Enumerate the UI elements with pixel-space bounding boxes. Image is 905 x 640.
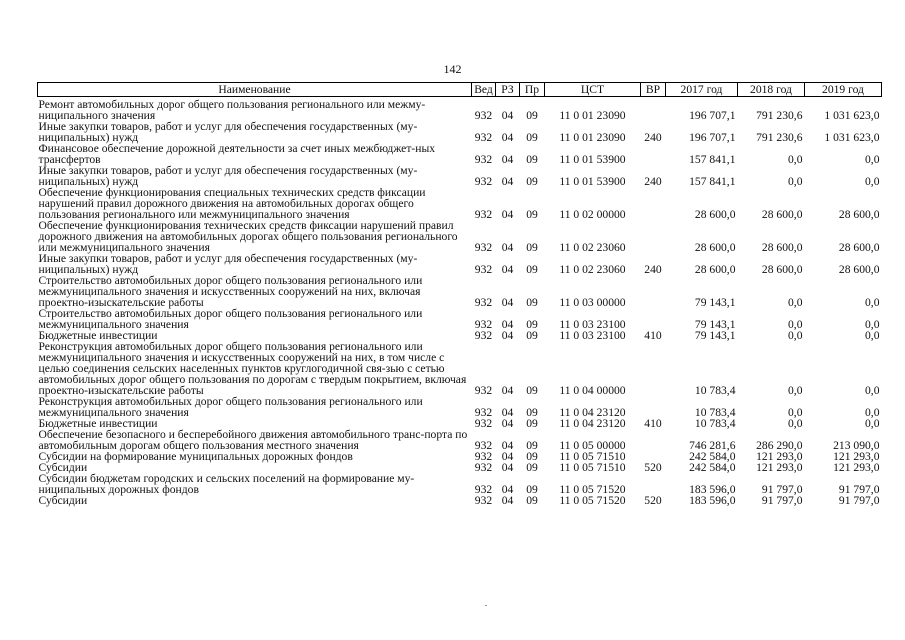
row-pr-cell: 09 [526, 175, 538, 188]
row-name-cell: Обеспечение безопасного и бесперебойного движения автомобильного транс-порта по автомобильным дорогам общего пользования местного значения [38, 428, 468, 452]
row-2017-cell: 10 783,4 [694, 384, 736, 397]
table-row [38, 396, 882, 418]
row-2017-cell: 242 584,0 [689, 450, 736, 463]
row-pr-cell: 09 [526, 406, 538, 419]
row-2019-cell: 213 090,0 [833, 439, 880, 452]
row-cst-cell: 11 0 03 23100 [559, 329, 626, 342]
row-rz-cell: 04 [501, 263, 514, 276]
row-name-cell: Иные закупки товаров, работ и услуг для обеспечения государственных (му-ниципальных) нужд [38, 164, 418, 188]
row-2018-cell: 0,0 [788, 384, 803, 397]
row-pr-cell: 09 [526, 296, 538, 309]
row-ved-cell: 932 [474, 296, 493, 309]
row-name-cell: Реконструкция автомобильных дорог общего пользования регионального или межмуниципального значения и искусственных сооружений на них, в том числе с целью соединения сельских населенных пунктов круглогодичной свя-зью с сетью автомобильных дорог общего пользования по дорогам с твердым покрытием, включая проектно-изыскательские работы [38, 340, 467, 397]
row-rz-cell: 04 [501, 318, 514, 331]
row-2017-cell: 79 143,1 [694, 329, 736, 342]
table-row [38, 165, 882, 187]
row-2018-cell: 28 600,0 [761, 263, 803, 276]
row-vr-cell [641, 308, 666, 330]
row-2019-cell: 91 797,0 [838, 483, 880, 496]
row-rz-cell: 04 [501, 483, 514, 496]
row-2019-cell: 28 600,0 [838, 263, 880, 276]
row-pr-cell: 09 [526, 450, 538, 463]
table-row [38, 220, 882, 253]
table-row [38, 143, 882, 165]
row-ved-cell: 932 [474, 439, 493, 452]
row-vr-cell: 520 [644, 461, 662, 474]
table-row [38, 308, 882, 330]
row-2017-cell: 28 600,0 [694, 208, 736, 221]
row-name-cell: Бюджетные инвестиции [38, 329, 158, 342]
row-rz-cell: 04 [501, 494, 514, 507]
row-pr-cell: 09 [526, 384, 538, 397]
row-vr-cell: 240 [644, 131, 662, 144]
row-ved-cell: 932 [474, 109, 493, 122]
header-2017: 2017 год [666, 83, 738, 97]
row-vr-cell: 240 [644, 175, 662, 188]
row-2018-cell: 0,0 [788, 296, 803, 309]
row-cst-cell: 11 0 02 23060 [559, 241, 626, 254]
row-rz-cell: 04 [501, 461, 514, 474]
row-pr-cell: 09 [526, 494, 538, 507]
row-ved-cell: 932 [474, 461, 493, 474]
header-cst: ЦСТ [545, 83, 641, 97]
row-pr-cell: 09 [526, 263, 538, 276]
row-2019-cell: 1 031 623,0 [824, 131, 880, 144]
table-row [38, 341, 882, 396]
row-ved-cell: 932 [474, 329, 493, 342]
row-ved-cell: 932 [474, 241, 493, 254]
row-2019-cell: 121 293,0 [833, 450, 880, 463]
row-vr-cell [641, 97, 666, 122]
row-name-cell: Обеспечение функционирования специальных технических средств фиксации нарушений правил дорожного движения на автомобильных дорогах общего пользования регионального или межмуниципального значения [38, 186, 426, 221]
row-ved-cell: 932 [474, 153, 493, 166]
row-rz-cell: 04 [501, 109, 514, 122]
row-ved-cell: 932 [474, 175, 493, 188]
row-name-cell: Ремонт автомобильных дорог общего пользования регионального или межму-ниципального значения [38, 98, 426, 122]
row-2018-cell: 0,0 [788, 175, 803, 188]
row-rz-cell: 04 [501, 175, 514, 188]
row-vr-cell: 520 [644, 494, 662, 507]
header-2019: 2019 год [805, 83, 882, 97]
row-ved-cell: 932 [474, 384, 493, 397]
row-2018-cell: 0,0 [788, 318, 803, 331]
row-2019-cell: 91 797,0 [838, 494, 880, 507]
row-2018-cell: 91 797,0 [761, 494, 803, 507]
row-cst-cell: 11 0 03 23100 [559, 318, 626, 331]
row-2017-cell: 157 841,1 [689, 153, 736, 166]
row-name-cell: Субсидии [38, 461, 88, 474]
row-2018-cell: 121 293,0 [756, 450, 803, 463]
row-2018-cell: 0,0 [788, 417, 803, 430]
row-2018-cell: 28 600,0 [761, 241, 803, 254]
row-cst-cell: 11 0 05 71510 [559, 450, 626, 463]
row-2019-cell: 0,0 [865, 417, 880, 430]
row-rz-cell: 04 [501, 439, 514, 452]
row-vr-cell [641, 473, 666, 495]
row-2017-cell: 28 600,0 [694, 241, 736, 254]
row-pr-cell: 09 [526, 109, 538, 122]
row-ved-cell: 932 [474, 494, 493, 507]
row-2017-cell: 79 143,1 [694, 318, 736, 331]
page-number: 142 [443, 62, 462, 76]
row-2018-cell: 286 290,0 [756, 439, 803, 452]
scan-speck [485, 605, 487, 606]
row-cst-cell: 11 0 04 23120 [559, 417, 626, 430]
row-rz-cell: 04 [501, 131, 514, 144]
row-vr-cell [641, 187, 666, 220]
row-vr-cell [641, 396, 666, 418]
header-vr: ВР [641, 83, 666, 97]
table-row [38, 473, 882, 495]
row-pr-cell: 09 [526, 483, 538, 496]
table-row [38, 275, 882, 308]
row-name-cell: Реконструкция автомобильных дорог общего пользования регионального или межмуниципального значения [38, 395, 423, 419]
row-rz-cell: 04 [501, 417, 514, 430]
header-rz: РЗ [496, 83, 520, 97]
row-2017-cell: 10 783,4 [694, 417, 736, 430]
table-row [38, 451, 882, 462]
row-rz-cell: 04 [501, 241, 514, 254]
row-2017-cell: 157 841,1 [689, 175, 736, 188]
row-cst-cell: 11 0 04 00000 [559, 384, 626, 397]
row-name-cell: Финансовое обеспечение дорожной деятельности за счет иных межбюджет-ных трансфертов [38, 142, 436, 166]
row-2019-cell: 28 600,0 [838, 241, 880, 254]
row-name-cell: Субсидии на формирование муниципальных дорожных фондов [38, 450, 353, 463]
row-2019-cell: 0,0 [865, 296, 880, 309]
row-rz-cell: 04 [501, 153, 514, 166]
row-ved-cell: 932 [474, 131, 493, 144]
row-rz-cell: 04 [501, 406, 514, 419]
row-cst-cell: 11 0 04 23120 [559, 406, 626, 419]
row-rz-cell: 04 [501, 329, 514, 342]
table-header-row [38, 83, 882, 97]
table-body [38, 97, 882, 507]
row-ved-cell: 932 [474, 417, 493, 430]
row-pr-cell: 09 [526, 208, 538, 221]
row-vr-cell [641, 275, 666, 308]
row-name-cell: Строительство автомобильных дорог общего пользования регионального или межмуниципального значения и искусственных сооружений на них, включая проектно-изыскательские работы [38, 274, 423, 309]
row-cst-cell: 11 0 05 71520 [559, 494, 626, 507]
row-cst-cell: 11 0 01 23090 [559, 131, 626, 144]
row-name-cell: Субсидии бюджетам городских и сельских поселений на формирование му-ниципальных дорожных фондов [38, 472, 415, 496]
row-vr-cell [641, 429, 666, 451]
row-2018-cell: 91 797,0 [761, 483, 803, 496]
row-vr-cell [641, 143, 666, 165]
row-2017-cell: 196 707,1 [689, 131, 736, 144]
row-vr-cell [641, 220, 666, 253]
row-ved-cell: 932 [474, 406, 493, 419]
row-2018-cell: 791 230,6 [756, 131, 803, 144]
row-2018-cell: 0,0 [788, 329, 803, 342]
row-2017-cell: 242 584,0 [689, 461, 736, 474]
row-pr-cell: 09 [526, 461, 538, 474]
row-ved-cell: 932 [474, 318, 493, 331]
table-row [38, 253, 882, 275]
row-pr-cell: 09 [526, 439, 538, 452]
row-pr-cell: 09 [526, 153, 538, 166]
row-rz-cell: 04 [501, 208, 514, 221]
row-ved-cell: 932 [474, 208, 493, 221]
row-vr-cell: 240 [644, 263, 662, 276]
row-cst-cell: 11 0 05 71510 [559, 461, 626, 474]
row-2017-cell: 746 281,6 [689, 439, 736, 452]
table-row [38, 121, 882, 143]
row-ved-cell: 932 [474, 263, 493, 276]
row-2019-cell: 0,0 [865, 406, 880, 419]
row-2019-cell: 1 031 623,0 [824, 109, 880, 122]
row-name-cell: Бюджетные инвестиции [38, 417, 158, 430]
row-2017-cell: 196 707,1 [689, 109, 736, 122]
row-2018-cell: 121 293,0 [756, 461, 803, 474]
row-rz-cell: 04 [501, 450, 514, 463]
row-pr-cell: 09 [526, 131, 538, 144]
row-ved-cell: 932 [474, 483, 493, 496]
row-name-cell: Иные закупки товаров, работ и услуг для обеспечения государственных (му-ниципальных) нужд [38, 252, 418, 276]
row-pr-cell: 09 [526, 318, 538, 331]
row-2019-cell: 0,0 [865, 384, 880, 397]
row-vr-cell [641, 341, 666, 396]
row-pr-cell: 09 [526, 241, 538, 254]
header-name: Наименование [38, 83, 472, 97]
row-cst-cell: 11 0 03 00000 [559, 296, 626, 309]
row-cst-cell: 11 0 05 00000 [559, 439, 626, 452]
row-pr-cell: 09 [526, 329, 538, 342]
table-row [38, 495, 882, 506]
row-2018-cell: 791 230,6 [756, 109, 803, 122]
row-cst-cell: 11 0 05 71520 [559, 483, 626, 496]
row-2018-cell: 28 600,0 [761, 208, 803, 221]
header-2018: 2018 год [738, 83, 805, 97]
row-pr-cell: 09 [526, 417, 538, 430]
row-2019-cell: 0,0 [865, 175, 880, 188]
row-name-cell: Обеспечение функционирования технических средств фиксации нарушений правил дорожного движения на автомобильных дорогах общего пользования регионального или межмуниципального значения [38, 219, 458, 254]
row-2018-cell: 0,0 [788, 153, 803, 166]
row-2017-cell: 183 596,0 [689, 483, 736, 496]
row-2019-cell: 28 600,0 [838, 208, 880, 221]
header-pr: Пр [520, 83, 545, 97]
row-vr-cell: 410 [644, 417, 662, 430]
row-ved-cell: 932 [474, 450, 493, 463]
row-rz-cell: 04 [501, 296, 514, 309]
row-name-cell: Строительство автомобильных дорог общего пользования регионального или межмуниципального значения [38, 307, 423, 331]
row-2019-cell: 0,0 [865, 329, 880, 342]
table-row [38, 429, 882, 451]
row-2018-cell: 0,0 [788, 406, 803, 419]
row-cst-cell: 11 0 02 00000 [559, 208, 626, 221]
row-2017-cell: 10 783,4 [694, 406, 736, 419]
row-2019-cell: 0,0 [865, 153, 880, 166]
row-2019-cell: 121 293,0 [833, 461, 880, 474]
row-2019-cell: 0,0 [865, 318, 880, 331]
table-row [38, 97, 882, 122]
header-ved: Вед [472, 83, 496, 97]
table-row [38, 187, 882, 220]
row-cst-cell: 11 0 01 23090 [559, 109, 626, 122]
row-cst-cell: 11 0 02 23060 [559, 263, 626, 276]
row-vr-cell: 410 [644, 329, 662, 342]
row-2017-cell: 183 596,0 [689, 494, 736, 507]
row-name-cell: Иные закупки товаров, работ и услуг для обеспечения государственных (му-ниципальных) нужд [38, 120, 418, 144]
row-2017-cell: 28 600,0 [694, 263, 736, 276]
row-cst-cell: 11 0 01 53900 [559, 175, 626, 188]
row-cst-cell: 11 0 01 53900 [559, 153, 626, 166]
row-name-cell: Субсидии [38, 494, 88, 507]
row-rz-cell: 04 [501, 384, 514, 397]
row-2017-cell: 79 143,1 [694, 296, 736, 309]
budget-table [37, 82, 882, 506]
